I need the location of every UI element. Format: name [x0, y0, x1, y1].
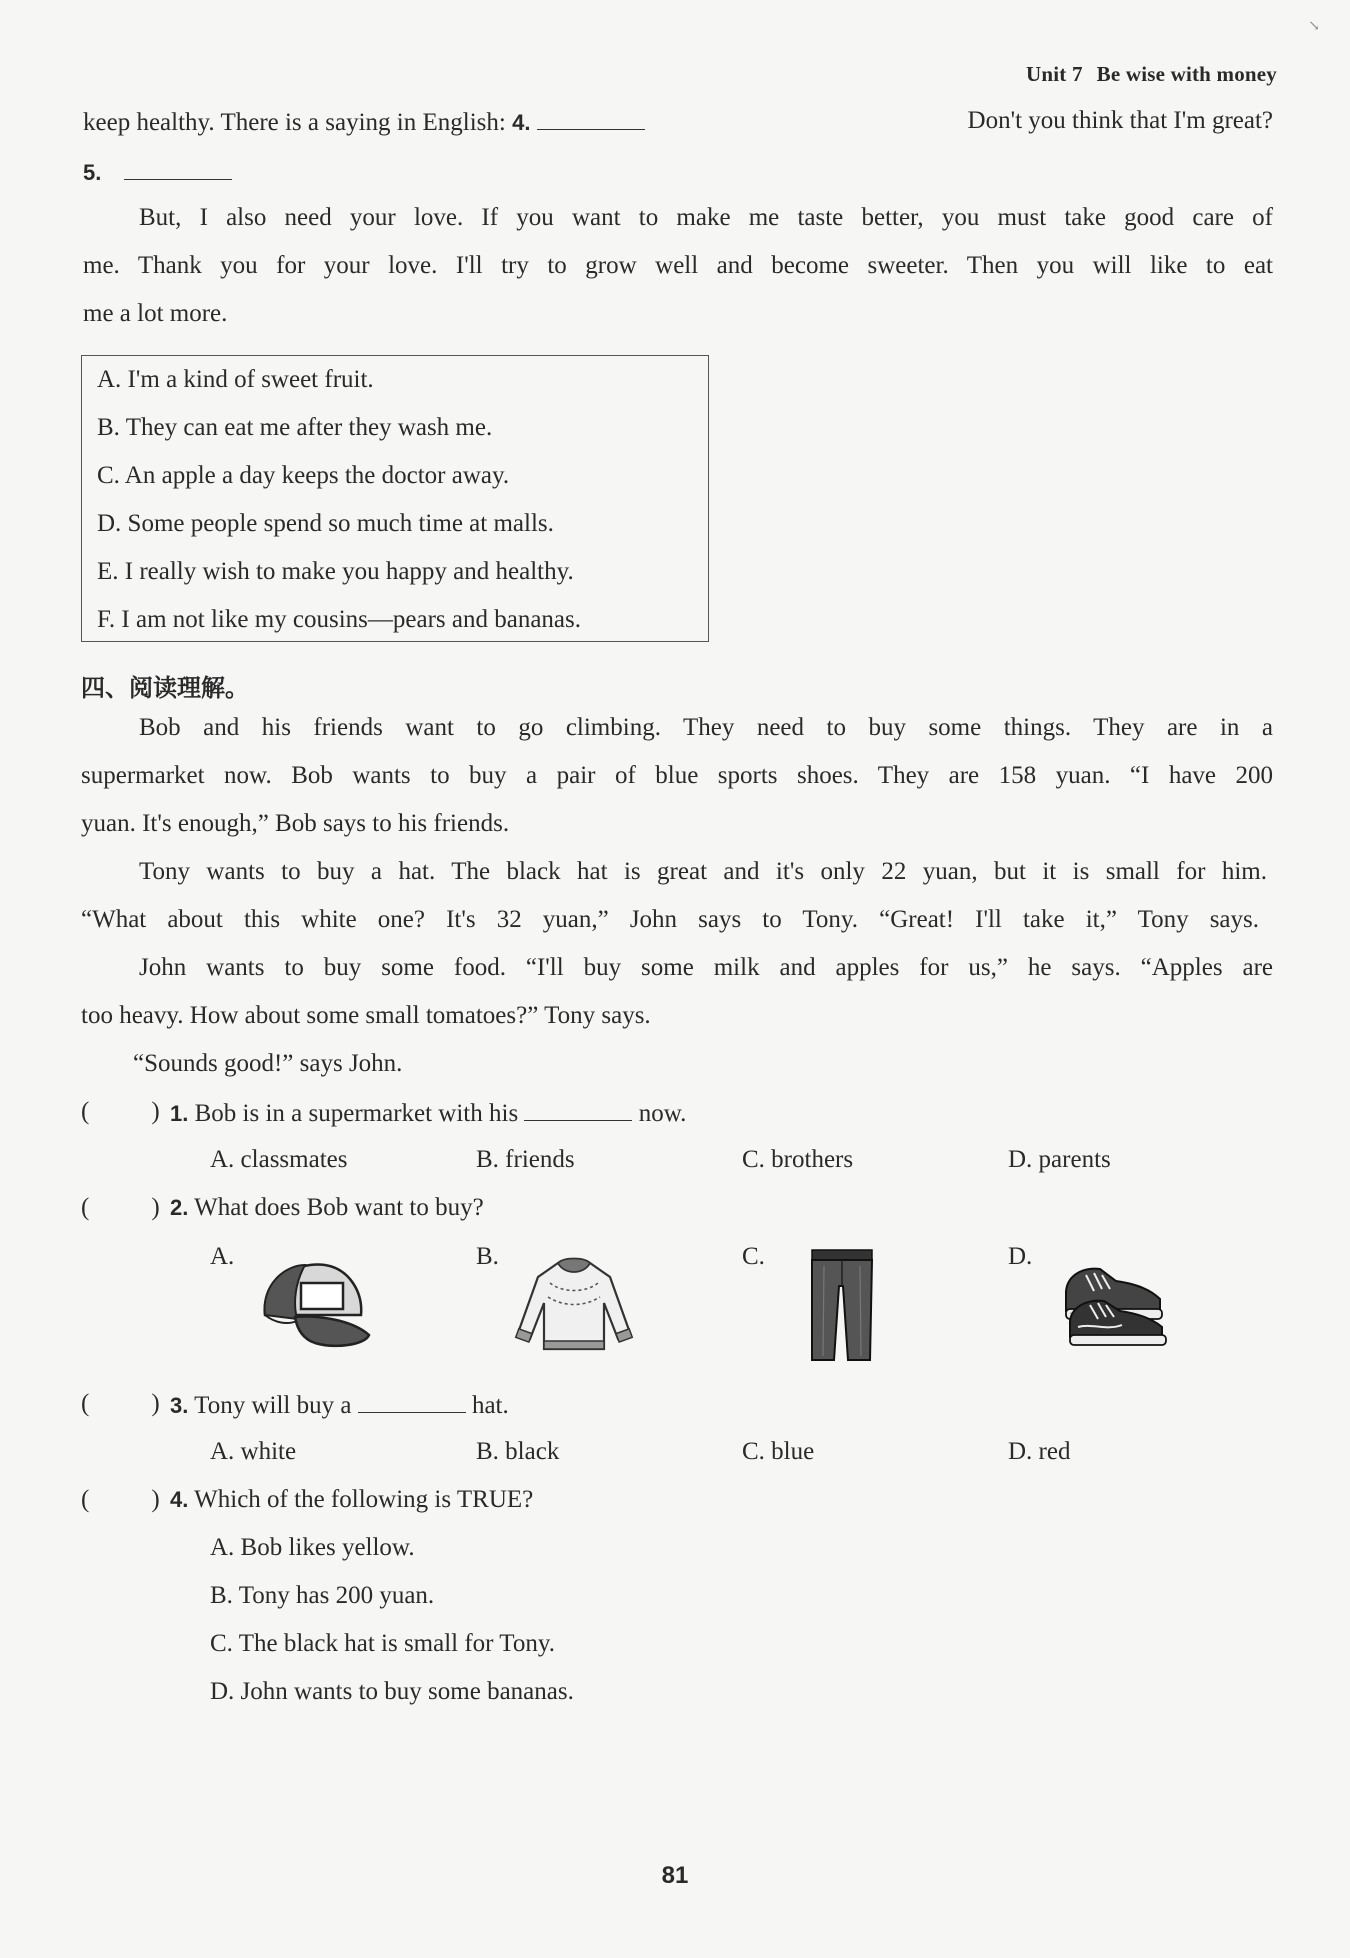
reading-line: “Sounds good!” says John.: [133, 1050, 403, 1077]
passage-line: me a lot more.: [83, 300, 228, 327]
option-item: A. I'm a kind of sweet fruit.: [97, 366, 374, 393]
question-2: 2. What does Bob want to buy?: [170, 1194, 484, 1221]
option-item: E. I really wish to make you happy and healthy.: [97, 558, 574, 585]
option-item: C. An apple a day keeps the doctor away.: [97, 462, 510, 489]
option-item: D. Some people spend so much time at malls.: [97, 510, 554, 537]
trousers-icon[interactable]: [806, 1246, 878, 1364]
passage-line: [83, 157, 232, 187]
choice-item[interactable]: B. friends: [476, 1146, 575, 1173]
answer-paren-3[interactable]: ( ): [81, 1390, 160, 1417]
choice-item[interactable]: D. parents: [1008, 1146, 1111, 1173]
choice-label[interactable]: C.: [742, 1243, 765, 1270]
choice-item[interactable]: B. Tony has 200 yuan.: [210, 1582, 435, 1609]
unit-title: Be wise with money: [1096, 62, 1277, 86]
options-box: [81, 355, 709, 642]
choice-item[interactable]: C. brothers: [742, 1146, 854, 1173]
reading-line: yuan. It's enough,” Bob says to his friends.: [81, 810, 510, 837]
option-item: F. I am not like my cousins—pears and bananas.: [97, 606, 582, 633]
reading-line: too heavy. How about some small tomatoes?” Tony says.: [81, 1002, 651, 1029]
choice-item[interactable]: C. The black hat is small for Tony.: [210, 1630, 555, 1657]
answer-blank-4[interactable]: [537, 107, 645, 130]
passage-line: me. Thank you for your love. I'll try to grow well and become sweeter. Then you will like to eat: [83, 252, 1273, 279]
choice-item[interactable]: D. red: [1008, 1438, 1071, 1465]
sneakers-icon[interactable]: [1056, 1251, 1171, 1351]
choice-label[interactable]: D.: [1008, 1243, 1033, 1270]
corner-mark: ↘: [1308, 19, 1320, 34]
sweater-icon[interactable]: [514, 1253, 634, 1358]
choice-item[interactable]: A. Bob likes yellow.: [210, 1534, 415, 1561]
choice-item[interactable]: A. classmates: [210, 1146, 348, 1173]
answer-paren-1[interactable]: ( ): [81, 1098, 160, 1125]
passage-line: keep healthy. There is a saying in English: 4. Don't you think that I'm great?: [83, 107, 1273, 136]
section-title: 四、阅读理解。: [81, 674, 249, 702]
reading-line: Tony wants to buy a hat. The black hat is great and it's only 22 yuan, but it is small for him.: [139, 858, 1267, 885]
page-number: 81: [661, 1862, 689, 1889]
blank-number-5: 5.: [83, 160, 102, 185]
passage-line: But, I also need your love. If you want to make me taste better, you must take good care of: [139, 204, 1273, 231]
choice-label[interactable]: A.: [210, 1243, 235, 1270]
choice-item[interactable]: D. John wants to buy some bananas.: [210, 1678, 574, 1705]
choice-item[interactable]: C. blue: [742, 1438, 815, 1465]
reading-line: Bob and his friends want to go climbing. They need to buy some things. They are in a: [139, 714, 1273, 741]
choice-item[interactable]: B. black: [476, 1438, 560, 1465]
option-item: B. They can eat me after they wash me.: [97, 414, 493, 441]
cap-icon[interactable]: [255, 1253, 375, 1353]
question-3: 3. Tony will buy a hat.: [170, 1392, 509, 1419]
reading-line: “What about this white one? It's 32 yuan,” John says to Tony. “Great! I'll take it,” Tony says.: [81, 906, 1259, 933]
answer-paren-2[interactable]: ( ): [81, 1194, 160, 1221]
answer-blank-q3[interactable]: [358, 1390, 466, 1413]
answer-blank-q1[interactable]: [524, 1098, 632, 1121]
unit-label: Unit 7: [1026, 62, 1083, 86]
reading-line: John wants to buy some food. “I'll buy some milk and apples for us,” he says. “Apples are: [139, 954, 1273, 981]
question-4: 4. Which of the following is TRUE?: [170, 1486, 534, 1513]
answer-blank-5[interactable]: [124, 157, 232, 180]
page-header: [1026, 62, 1277, 87]
reading-line: supermarket now. Bob wants to buy a pair of blue sports shoes. They are 158 yuan. “I have 200: [81, 762, 1273, 789]
blank-number-4: 4.: [512, 110, 531, 135]
choice-item[interactable]: A. white: [210, 1438, 297, 1465]
choice-label[interactable]: B.: [476, 1243, 499, 1270]
question-1: 1. Bob is in a supermarket with his now.: [170, 1100, 687, 1127]
answer-paren-4[interactable]: ( ): [81, 1486, 160, 1513]
